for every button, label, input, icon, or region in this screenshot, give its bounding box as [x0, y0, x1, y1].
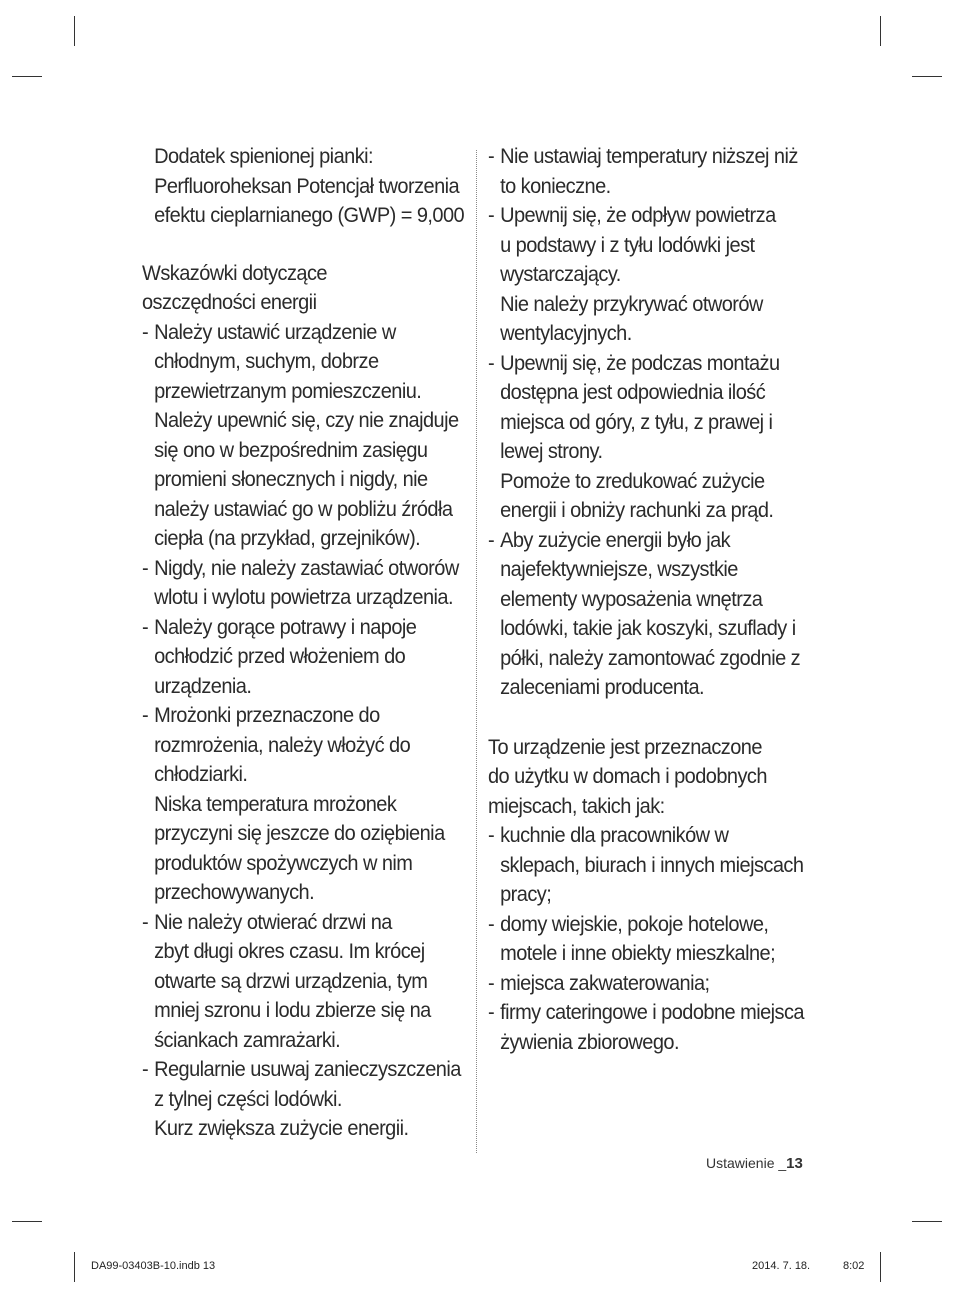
intended-use-heading: To urządzenie jest przeznaczone do użytku w domach i podobnych miejscach, takich jak: [488, 734, 767, 818]
text-line: Dodatek spienionej pianki: [154, 144, 374, 168]
crop-mark [12, 1221, 42, 1222]
print-file-name: DA99-03403B-10.indb 13 [91, 1260, 216, 1272]
list-item: - kuchnie dla pracowników w sklepach, biurach i innych miejscach pracy; [488, 823, 804, 906]
column-divider [476, 150, 477, 1153]
crop-mark [912, 1221, 942, 1222]
list-item: - Mrożonki przeznaczone do rozmrożenia, należy włożyć do chłodziarki. Niska temperatura mrożonek przyczyni się jeszcze do oziębienia produktów spożywczych w nim przechowywanych. [142, 703, 445, 904]
list-item: - firmy cateringowe i podobne miejsca żywienia zbiorowego. [488, 1000, 804, 1054]
list-item: - Nie należy otwierać drzwi na zbyt długi okres czasu. Im krócej otwarte są drzwi urządzenia, tym mniej szronu i lodu zbierze się na ściankach zamrażarki. [142, 909, 431, 1052]
right-column [488, 142, 814, 1057]
energy-tips-heading: Wskazówki dotyczące oszczędności energii [142, 260, 327, 314]
print-time: 8:02 [843, 1260, 865, 1272]
list-item: - domy wiejskie, pokoje hotelowe, motele i inne obiekty mieszkalne; [488, 911, 776, 965]
text-line: Perfluoroheksan Potencjał tworzenia [154, 173, 460, 198]
list-item: - Upewnij się, że odpływ powietrza u podstawy i z tyłu lodówki jest wystarczający. Nie należy przykrywać otworów wentylacyjnych. [488, 203, 776, 345]
text-line: efektu cieplarnianego (GWP) = 9,000 [154, 203, 465, 227]
list-item: - Należy ustawić urządzenie w chłodnym, suchym, dobrze przewietrzanym pomieszczeniu. Należy upewnić się, czy nie znajduje się ono w bezpośrednim zasięgu promieni słonecznych i nigdy, nie należy ustawiać go w pobliżu źródła ciepła (na przykład, grzejników). [142, 319, 459, 550]
crop-mark [74, 16, 75, 46]
crop-mark [74, 1252, 75, 1282]
print-date: 2014. 7. 18. [752, 1260, 811, 1272]
list-item: - Nie ustawiaj temperatury niższej niż to konieczne. [488, 144, 798, 198]
page-number: 13 [786, 1155, 803, 1172]
crop-mark [12, 76, 42, 77]
crop-mark [912, 76, 942, 77]
list-item: - Upewnij się, że podczas montażu dostępna jest odpowiednia ilość miejsca od góry, z tyłu, z prawej i lewej strony. Pomoże to zredukować zużycie energii i obniży rachunki za prąd. [488, 350, 780, 522]
page-footer [706, 1155, 803, 1172]
list-item: - miejsca zakwaterowania; [488, 970, 710, 995]
crop-mark [880, 16, 881, 46]
foam-info [142, 142, 468, 231]
list-item: - Należy gorące potrawy i napoje ochłodzić przed włożeniem do urządzenia. [142, 614, 417, 698]
crop-mark [880, 1252, 881, 1282]
list-item: - Regularnie usuwaj zanieczyszczenia z tylnej części lodówki. Kurz zwiększa zużycie energii. [142, 1057, 461, 1140]
list-item: - Aby zużycie energii było jak najefektywniejsze, wszystkie elementy wyposażenia wnętrza lodówki, takie jak koszyki, szuflady i półki, należy zamontować zgodnie z zaleceniami producenta. [488, 527, 801, 699]
list-item: - Nigdy, nie należy zastawiać otworów wlotu i wylotu powietrza urządzenia. [142, 555, 459, 609]
section-label: Ustawienie _ [706, 1155, 787, 1171]
left-column [142, 142, 468, 1144]
